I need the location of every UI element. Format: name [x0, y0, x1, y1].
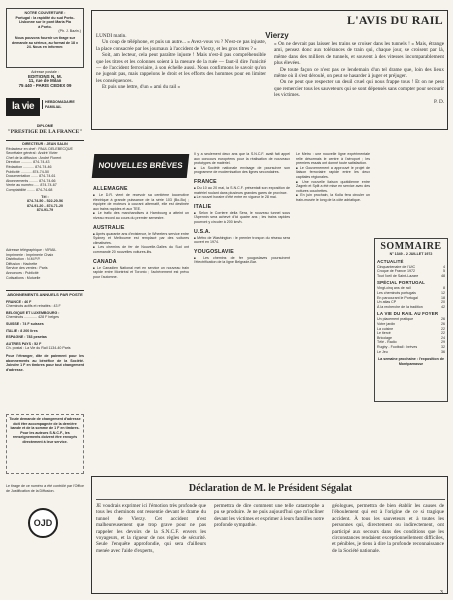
vierzy-col1: [96, 33, 266, 91]
section-canada: CANADA: [93, 258, 117, 265]
vierzy-p1: LUNDI matin.: [96, 33, 127, 39]
entry-label: Le tiercé: [377, 331, 391, 336]
sommaire-group-portugal: SPÉCIAL PORTUGAL: [377, 280, 426, 286]
phone-2: 874-91-79: [36, 208, 54, 213]
avis-du-rail-header: L'AVIS DU RAIL: [346, 13, 443, 27]
cover-note-title: NOTRE COUVERTURE :: [24, 11, 66, 15]
editions-block: [6, 70, 84, 88]
service-4: Service des ventes : Paris: [6, 266, 48, 271]
entry-page: 36: [441, 349, 445, 354]
entry-page: 32: [441, 344, 445, 349]
entry-label: Bricolage: [377, 335, 392, 340]
direction-row-0: Rédacteur en chef : PAUL DELEBECQUE: [6, 146, 73, 151]
allemagne-item-0: ■ Le D.R. vient de recevoir sa centième locomotive électrique à grande puissance de la série 103 (Bo-Bo) ; équipée de moteurs à courant alternatif, elle est destinée aux trains rapides et aux TEE.: [93, 193, 189, 211]
entry-page: 5: [443, 269, 445, 274]
entry-page: 12: [441, 290, 445, 295]
editions-address: 11, rue de Milan: [28, 78, 62, 84]
right-item-2: ■ Une nouvelle liaison quotidienne entre Zagreb et Split a été mise en service avec des voitures couchettes.: [296, 180, 370, 194]
page-number: 3: [440, 590, 443, 596]
nouvelles-col3: [296, 152, 370, 203]
section-usa: U.S.A.: [194, 228, 211, 235]
service-0: Adresse télégraphique : VIRAIL: [6, 248, 57, 252]
sommaire-group-foyer: LA VIE DU RAIL AU FOYER: [377, 311, 439, 317]
sommaire-entry[interactable]: [377, 274, 445, 279]
notice-text: Toute demande de changement d'adresse doit être accompagnée de la dernière bande et de la somme de 1 F en timbres. Pour les auteurs S.N.C.F., les renseignements doivent être envoyés directement à leur service.: [9, 417, 81, 444]
editions-name: EDITIONS N. M.: [28, 73, 62, 79]
phone-0: 874-74-50 - 522-20-56: [27, 199, 63, 204]
sommaire-box: [374, 238, 448, 402]
declaration-box: [91, 476, 448, 594]
entry-page: 26: [441, 321, 445, 326]
masthead-sub2: FAMILIAL: [45, 104, 62, 109]
abon-row-7: Ch. postal : La Vie du Rail 1134-40 Paris: [6, 346, 71, 351]
entry-page: 8: [443, 286, 445, 291]
declaration-col1: JE voudrais exprimer ici l'émotion très profonde que tous les cheminots ont ressentie devant le drame du tunnel de Vierzy. Cet accident n'est malheureusement que trop grave pour ne pas rappeler les devoirs de la S.N.C.F. envers les voyageurs, et la rigueur de nos règles de sécurité. Seule l'enquête approfondie, qui sera d'ailleurs menée avec l'aide d'experts,: [96, 503, 206, 554]
section-italie: ITALIE: [194, 203, 212, 210]
diplome-text: "PRESTIGE DE LA FRANCE": [7, 128, 83, 135]
direction-row-9: Comptabilité ........ 874-74-68: [6, 187, 53, 192]
entry-page: 24: [441, 335, 445, 340]
entry-page: 18: [441, 295, 445, 300]
section-australie: AUSTRALIE: [93, 224, 125, 231]
masthead-sub1: HEBDOMADAIRE: [45, 100, 75, 104]
entry-page: 26: [441, 317, 445, 322]
abon-row-5: ESPAGNE : 783 pesetas: [6, 335, 47, 340]
right-item-3: ■ En juin prochain, la Kolla fera circuler un train-musée le long de la côte adriatique.: [296, 193, 370, 202]
entry-label: À la recherche de la tradition: [377, 304, 423, 309]
entry-page: 4: [443, 264, 445, 269]
ojd-logo: OJD: [28, 508, 58, 538]
entry-label: La cuisine: [377, 326, 394, 331]
france-item-0: ■ Du 10 au 20 mai, la S.N.C.F. présentait son exposition de matériel roulant dans plusieurs grandes gares de province.: [194, 186, 290, 195]
cover-note-box: [6, 8, 84, 68]
abon-row-6: AUTRES PAYS : 52 F: [6, 341, 42, 346]
nouvelles-col2: [194, 152, 290, 265]
section-yougoslavie: YOUGOSLAVIE: [194, 248, 234, 255]
declaration-title: Déclaration de M. le Président Ségalat: [188, 483, 353, 494]
sommaire-entry[interactable]: [377, 350, 445, 355]
cover-line-3: à Porto.: [38, 24, 52, 29]
logo: la vie du rail: [6, 98, 40, 116]
service-3: Diffusion : Hachette: [6, 261, 38, 266]
cover-credit: (Ph. J. Bazin.): [58, 29, 81, 34]
phones-label: Tél :: [41, 194, 49, 199]
yougoslavie-item-0: ■ Les chemins de fer yougoslaves poursuivent l'électrification de la ligne Belgrade-Bar.: [194, 256, 290, 265]
entry-label: Cinquantenaire de l'UIC: [377, 264, 416, 269]
diffusion-note-text: Le tirage de ce numéro a été contrôlé par l'Office de Justification de la Diffusion.: [6, 484, 84, 493]
cover-line-1: Portugal : la rapidité du sud Porto-: [15, 15, 75, 20]
france-item-1: ■ Le nouvel horaire d'été entre en vigueur le 28 mai.: [194, 195, 290, 200]
sommaire-issue: N° 1349 - 2 JUILLET 1972: [389, 252, 433, 256]
australie-item-1: ■ Les chemins de fer de Nouvelle-Galles du Sud ont commandé 20 nouvelles voitures-lits.: [93, 245, 189, 254]
canada-item-0: ■ Le Canadien National met en service un nouveau train rapide entre Montréal et Toronto ; l'achèvement est prévu pour l'automne.: [93, 266, 189, 280]
right-item-1: ■ Le Gouvernement a approuvé le projet de liaison ferroviaire rapide entre les deux capitales régionales.: [296, 166, 370, 180]
diplome-block: [6, 124, 84, 135]
right-item-0: Le Metro : une nouvelle ligne expérimentale relie désormais le centre à l'aéroport ; les premiers essais ont donné toute satisfaction.: [296, 152, 370, 166]
entry-label: Le Jeu: [377, 349, 388, 354]
abonnements-note: Pour l'étranger, dite de paiement pour les abonnements au bénéfice de la Société. Joindre 1 F en timbres pour tout changement d'adresse.: [6, 353, 84, 372]
editions-label: Adresse postale :: [31, 70, 59, 74]
direction-row-2: Chef de la diffusion : André Florent: [6, 155, 62, 160]
service-2: Distribution : N.M.P.P.: [6, 257, 41, 262]
nouvelles-col1: [93, 182, 189, 279]
entry-label: Rugby - Football : brèves: [377, 344, 418, 349]
italie-item-0: ■ Selon le Corriere della Sera, le nouveau tunnel sous l'Apennin sera achevé d'ici quatre ans ; les trains rapides pourront y circuler à 200 km/h.: [194, 211, 290, 225]
direction-row-8: Vente au numéro ..... 874-74-67: [6, 183, 57, 188]
australie-item-0: ■ Après quarante ans d'existence, le Wheelers service entre Sydney et Melbourne est remplacé par des voitures climatisées.: [93, 232, 189, 246]
usa-item-0: ■ Métro de Washington : le premier tronçon du réseau sera ouvert en 1974.: [194, 236, 290, 245]
service-1: Imprimerie : Imprimerie Chaix: [6, 252, 54, 257]
entry-page: 42: [441, 304, 445, 309]
declaration-rule: [96, 499, 445, 500]
vierzy-title: Vierzy: [265, 31, 289, 40]
declaration-col2: permettra de dire comment une telle catastrophe a pu se produire. Je ne puis aujourd'hui que m'incliner devant les victimes et exprimer à leurs familles notre profonde sympathie.: [214, 503, 324, 529]
entry-label: Un atlas CP: [377, 300, 397, 305]
entry-page: 48: [441, 273, 445, 278]
section-france: FRANCE: [194, 178, 217, 185]
entry-label: Télé - Radio: [377, 340, 397, 345]
sommaire-group-actualite: ACTUALITÉ: [377, 258, 404, 264]
abonnements-france: FRANCE : 46 F: [6, 299, 32, 304]
vierzy-signature: P. D.: [434, 98, 444, 105]
cover-line-2: Lisbonne sur le pont Maria Pia: [18, 20, 72, 25]
vierzy-p7: On ne peut que respecter un deuil cruel qui nous frappe tous ! Et on ne peut que remercier tous les sauveteurs qui se sont dépensés sans compter pour secourir les victimes.: [274, 79, 444, 99]
direction-row-1: Secrétaire général : André Vivier: [6, 151, 58, 156]
vierzy-box: [91, 10, 448, 130]
abonnements-title: ABONNEMENTS ANNUELS PAR POSTE: [7, 292, 83, 297]
entry-page: 29: [441, 340, 445, 345]
entry-label: Tout l'oeil de Saint-Lazare: [377, 273, 419, 278]
vierzy-col2: [274, 41, 444, 105]
vierzy-p2: Un coup de téléphone, et puis un autre... « Avez-vous vu ? N'est-ce pas injuste, la place consacrée par les journaux à l'accident de Vierzy, et les gros titres ? »: [96, 39, 266, 52]
direction-row-6: Documentation ....... 874-74-61: [6, 174, 56, 179]
entry-page: 22: [441, 331, 445, 336]
vierzy-p5: « On ne devrait pas laisser les trains se croiser dans les tunnels ! » Mais, étrange ami, pensez donc aux tolérances de train qui, chaque jour, se croisent par là, même dans des milliers de tunnels, et souvent à des vitesses incomparablement plus élevées.: [274, 41, 444, 67]
editions-city: 75 440 - PARIS CEDEX 09: [18, 82, 72, 88]
entry-page: 20: [441, 300, 445, 305]
abon-row-2: Cheminots ............. 428 F belges: [6, 315, 59, 320]
phone-1: 874-91-20 - 874-71-20: [27, 203, 63, 208]
entry-label: Les cheminots portugais: [377, 290, 416, 295]
vierzy-p6: De toute façon ce n'est pas ce lendemain d'un tel drame que, loin des lieux même où il s'est déroulé, on peut se hasarder à juger et préjuger.: [274, 66, 444, 80]
abon-row-3: SUISSE : 74 F suisses: [6, 321, 44, 326]
declaration-col3: géologues, permettra de bien établir les causes de l'éboulement qui est à l'origine de ce si tragique accident. À tous les sauveteurs et à toutes les personnes qui, directement ou indirectement, ont participé aux secours dans des conditions que les circonstances rendaient exceptionnellement difficiles, et pénibles, je tiens à dire la profonde reconnaissance de la Société nationale.: [332, 503, 444, 554]
vierzy-p3: Soit, am lecteur, cela peut paraître injuste ! Mais n'est-il pas compréhensible que les titres et les colonnes soient à la mesure de la ruée — faut-il dire l'unicité — de l'accident ferroviaire, à son échelle aussi. Nous confirmons le savoir qu'on ne jugeait pas, mais rappelons le droit et les efforts des hommes pour en limiter les conséquences.: [96, 52, 266, 84]
mid-item-0: Il y a seulement deux ans que la S.N.C.F. avait fait appel aux concours européens pour la réalisation de nouveaux prototypes de matériel.: [194, 152, 290, 166]
masthead-subtitle: [42, 100, 84, 109]
abonnements-block: [6, 290, 84, 372]
mid-item-1: ■ La Société nationale envisage de poursuivre son programme de modernisation des lignes secondaires.: [194, 166, 290, 175]
service-6: Cotisations : Mutuelle: [6, 275, 41, 280]
services-block: [6, 248, 84, 280]
address-change-notice: [6, 414, 84, 474]
sommaire-next-week: La semaine prochaine : l'exposition de Montparnasse: [378, 357, 444, 366]
sommaire-entry[interactable]: [377, 305, 445, 310]
vierzy-p4: Et puis une lettre, d'un « ami du rail »: [102, 84, 181, 91]
section-allemagne: ALLEMAGNE: [93, 186, 128, 192]
abon-row-4: ITALIE : 8 200 lires: [6, 328, 38, 333]
direction-row-5: Publicité ........... 874-74-50: [6, 169, 49, 174]
direction-row-3: Direction ........... 874-74-43: [6, 160, 50, 165]
abon-row-0: Cheminots actifs et retraités : 43 F: [6, 304, 61, 309]
allemagne-item-1: ■ Le trafic des marchandises à Hambourg a atteint un niveau record au cours du premier semestre.: [93, 211, 189, 220]
directeur: DIRECTEUR : JEAN SALIN: [6, 140, 84, 147]
entry-label: Croque de France 1972: [377, 269, 415, 274]
direction-block: [6, 140, 84, 213]
entry-page: 22: [441, 326, 445, 331]
nouvelles-banner: NOUVELLES BRÈVES: [92, 154, 190, 178]
direction-row-7: Abonnements ......... 874-74-66: [6, 178, 56, 183]
cover-note-text: Nous pouvons fournir un tirage sur demande au sérieux, au format de 18 x 24. Nous en informer.: [11, 35, 79, 50]
service-5: Annonces : Publicité: [6, 270, 39, 275]
sommaire-title: SOMMAIRE: [380, 241, 442, 252]
entry-label: Votre jardin: [377, 321, 396, 326]
entry-label: En parcourant le Portugal: [377, 295, 418, 300]
direction-row-4: Rédaction ........... 874-74-46: [6, 164, 52, 169]
entry-label: Un placement pratique: [377, 317, 414, 322]
abon-row-1: BELGIQUE ET LUXEMBOURG :: [6, 310, 60, 315]
entry-label: Vingt-cinq ans de rail: [377, 286, 411, 291]
diplome-label: DIPLOME: [36, 124, 54, 128]
diffusion-note: [6, 484, 84, 493]
